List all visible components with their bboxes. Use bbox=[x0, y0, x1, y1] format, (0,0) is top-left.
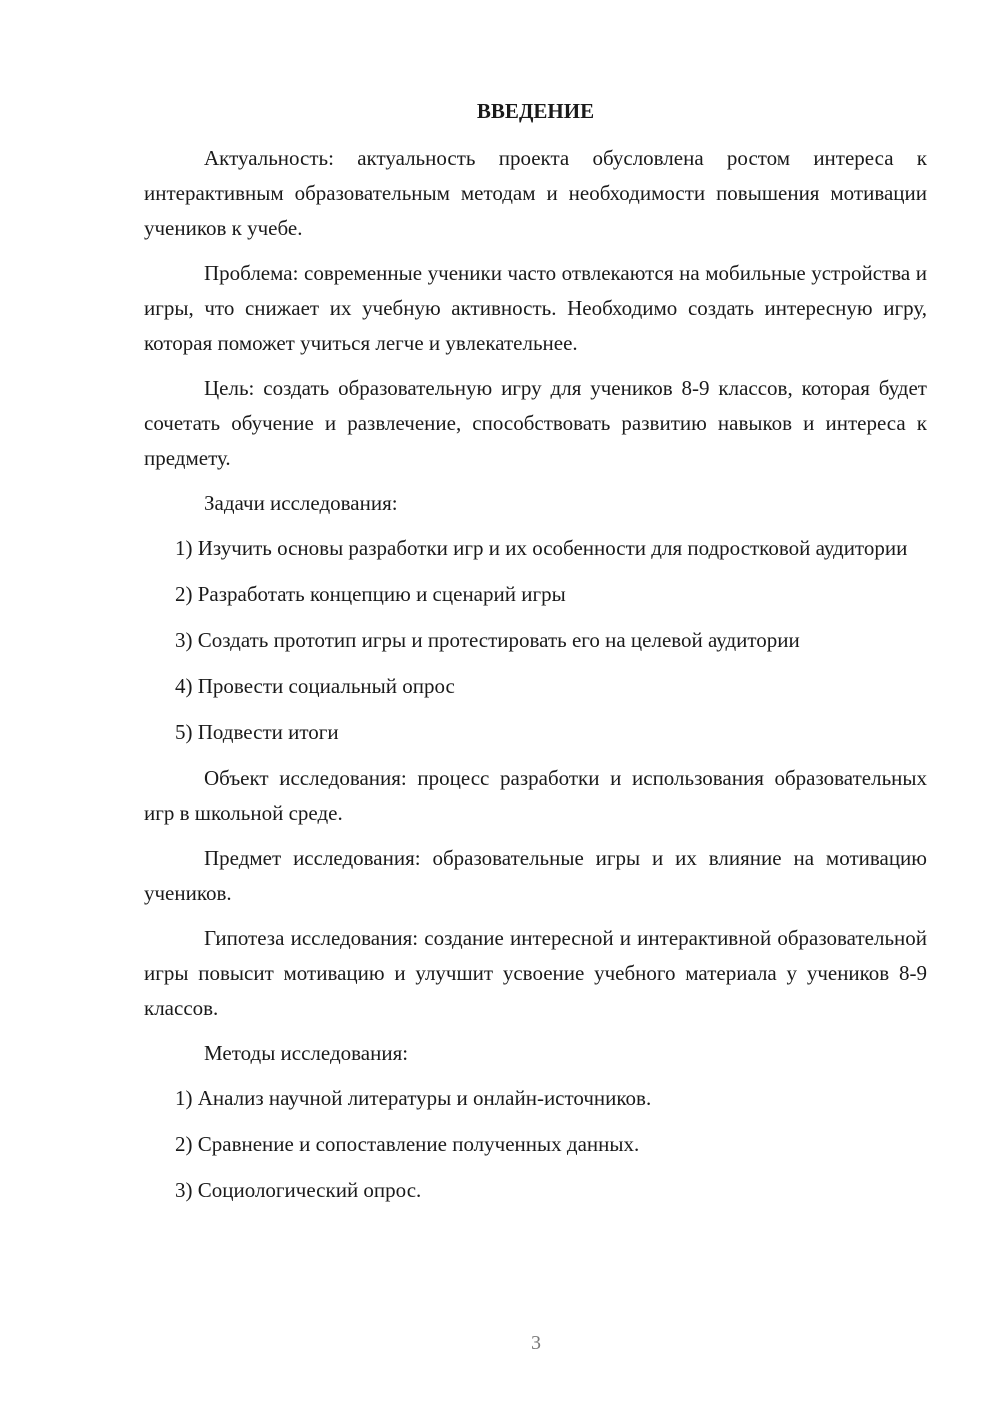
task-item-3: 3) Создать прототип игры и протестировать его на целевой аудитории bbox=[175, 628, 800, 652]
task-item-5: 5) Подвести итоги bbox=[175, 720, 339, 744]
tasks-heading: Задачи исследования: bbox=[204, 491, 398, 515]
subject-paragraph: Предмет исследования: образовательные игры и их влияние на мотивацию учеников. bbox=[144, 846, 927, 905]
problem-paragraph: Проблема: современные ученики часто отвлекаются на мобильные устройства и игры, что снижает их учебную активность. Необходимо создать интересную игру, которая поможет учиться легче и увлекательнее. bbox=[144, 261, 927, 355]
hypothesis-paragraph: Гипотеза исследования: создание интересной и интерактивной образовательной игры повысит мотивацию и улучшит усвоение учебного материала у учеников 8-9 классов. bbox=[144, 926, 927, 1020]
task-item-1: 1) Изучить основы разработки игр и их особенности для подростковой аудитории bbox=[175, 536, 908, 560]
task-item-2: 2) Разработать концепцию и сценарий игры bbox=[175, 582, 566, 606]
method-item-3: 3) Социологический опрос. bbox=[175, 1178, 422, 1202]
relevance-paragraph: Актуальность: актуальность проекта обусловлена ростом интереса к интерактивным образовательным методам и необходимости повышения мотивации учеников к учебе. bbox=[144, 146, 927, 240]
methods-heading: Методы исследования: bbox=[204, 1041, 409, 1065]
page-content bbox=[144, 94, 927, 1219]
goal-paragraph: Цель: создать образовательную игру для учеников 8-9 классов, которая будет сочетать обучение и развлечение, способствовать развитию навыков и интереса к предмету. bbox=[144, 376, 927, 470]
section-title: ВВЕДЕНИЕ bbox=[476, 99, 595, 123]
page-number: 3 bbox=[531, 1332, 541, 1354]
method-item-1: 1) Анализ научной литературы и онлайн-источников. bbox=[175, 1086, 652, 1110]
task-item-4: 4) Провести социальный опрос bbox=[175, 674, 455, 698]
object-paragraph: Объект исследования: процесс разработки и использования образовательных игр в школьной среде. bbox=[144, 766, 927, 825]
method-item-2: 2) Сравнение и сопоставление полученных данных. bbox=[175, 1132, 640, 1156]
